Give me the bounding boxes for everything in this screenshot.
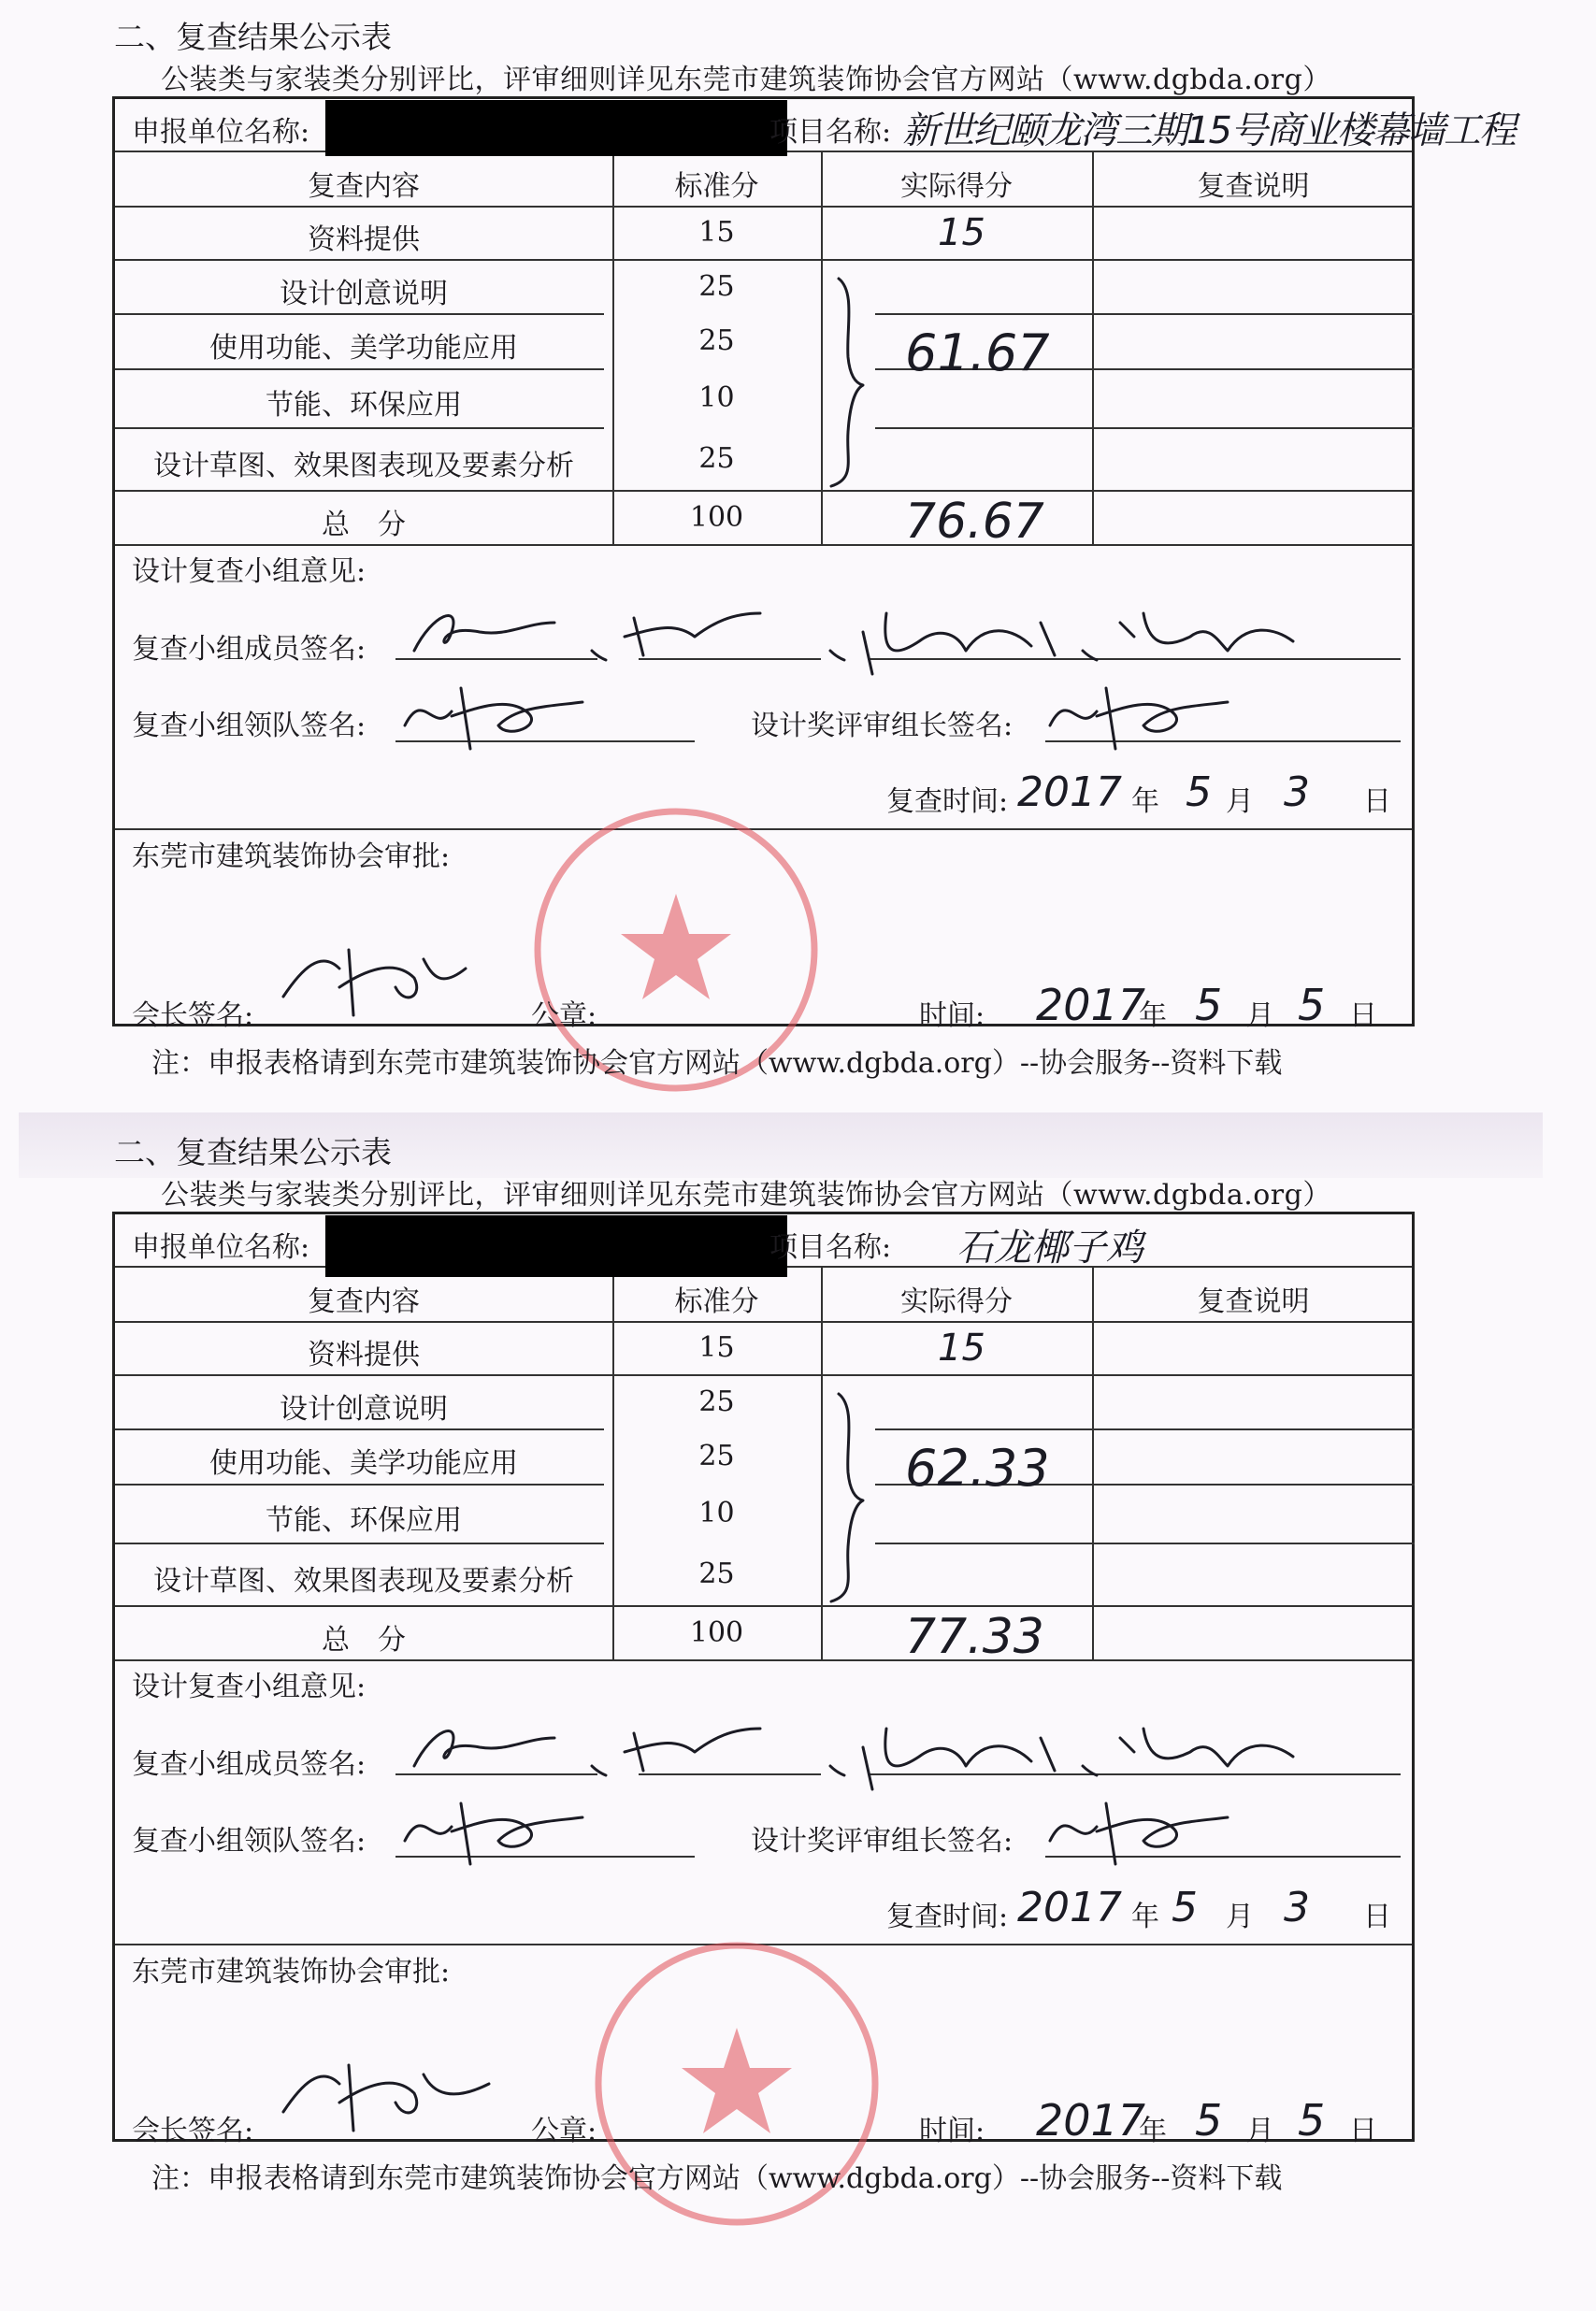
approval-label: 东莞市建筑装饰协会审批: <box>132 840 451 873</box>
day-label: 日 <box>1363 1901 1391 1933</box>
section-subtitle: 公装类与家装类分别评比，评审细则详见东莞市建筑装饰协会官方网站（www.dgbda.org） <box>161 1179 1331 1212</box>
row-item: 设计草图、效果图表现及要素分析 <box>153 1565 574 1598</box>
footnote: 注：申报表格请到东莞市建筑装饰协会官方网站（www.dgbda.org）--协会服务--资料下载 <box>151 2162 1283 2195</box>
approve-day: 5 <box>1298 2095 1326 2146</box>
total-score: 77.33 <box>905 1609 1044 1665</box>
score-materials: 15 <box>938 1327 985 1370</box>
year-label: 年 <box>1139 999 1167 1032</box>
review-month: 5 <box>1186 768 1212 816</box>
review-time-label: 复查时间: <box>886 1901 1009 1933</box>
section-title: 二、复查结果公示表 <box>114 1134 392 1170</box>
score-design: 61.67 <box>905 323 1050 382</box>
row-standard: 10 <box>698 381 735 414</box>
head-signature <box>1041 1785 1246 1869</box>
total-label: 总 分 <box>322 509 406 541</box>
row-item: 资料提供 <box>308 223 420 256</box>
total-label: 总 分 <box>322 1624 406 1657</box>
approval-label: 东莞市建筑装饰协会审批: <box>132 1956 451 1988</box>
total-standard: 100 <box>689 501 744 534</box>
row-item: 设计创意说明 <box>280 278 448 310</box>
project-name: 新世纪颐龙湾三期15号商业楼幕墙工程 <box>902 109 1515 152</box>
president-signature <box>265 931 489 1025</box>
time-label: 时间: <box>919 2115 985 2147</box>
header-remarks: 复查说明 <box>1197 170 1310 203</box>
header-actual: 实际得分 <box>900 1285 1013 1318</box>
opinion-label: 设计复查小组意见: <box>132 1671 367 1703</box>
row-item: 使用功能、美学功能应用 <box>209 332 518 365</box>
applicant-label: 申报单位名称: <box>132 116 310 149</box>
review-time-label: 复查时间: <box>886 785 1009 818</box>
row-item: 节能、环保应用 <box>266 389 462 422</box>
header-standard: 标准分 <box>674 170 759 203</box>
head-sign-label: 设计奖评审组长签名: <box>751 1825 1014 1858</box>
year-label: 年 <box>1131 1901 1159 1933</box>
row-standard: 25 <box>698 270 735 303</box>
row-item: 资料提供 <box>308 1339 420 1371</box>
score-design: 62.33 <box>905 1439 1050 1498</box>
leader-sign-label: 复查小组领队签名: <box>132 710 367 742</box>
score-materials: 15 <box>938 211 985 254</box>
seal-label: 公章: <box>531 2115 597 2147</box>
row-standard: 15 <box>698 216 735 249</box>
month-label: 月 <box>1226 1901 1254 1933</box>
header-remarks: 复查说明 <box>1197 1285 1310 1318</box>
review-year: 2017 <box>1017 768 1122 816</box>
review-table <box>112 96 1515 1032</box>
day-label: 日 <box>1349 999 1377 1032</box>
leader-signature <box>395 669 601 754</box>
row-standard: 25 <box>698 324 735 357</box>
opinion-label: 设计复查小组意见: <box>132 555 367 588</box>
seal-label: 公章: <box>531 999 597 1032</box>
review-year: 2017 <box>1017 1884 1122 1931</box>
head-signature <box>1041 669 1246 754</box>
redacted-applicant <box>325 100 787 156</box>
time-label: 时间: <box>919 999 985 1032</box>
month-label: 月 <box>1226 785 1254 818</box>
month-label: 月 <box>1246 2115 1274 2147</box>
total-score: 76.67 <box>905 494 1044 550</box>
row-standard: 25 <box>698 1557 735 1590</box>
head-sign-label: 设计奖评审组长签名: <box>751 710 1014 742</box>
section-title: 二、复查结果公示表 <box>114 19 392 55</box>
row-item: 设计草图、效果图表现及要素分析 <box>153 450 574 482</box>
president-sign-label: 会长签名: <box>132 2115 254 2147</box>
president-signature <box>265 2046 508 2140</box>
leader-sign-label: 复查小组领队签名: <box>132 1825 367 1858</box>
total-standard: 100 <box>689 1616 744 1649</box>
member-signatures <box>395 1701 1405 1794</box>
row-item: 使用功能、美学功能应用 <box>209 1447 518 1480</box>
review-day: 3 <box>1284 1884 1310 1931</box>
leader-signature <box>395 1785 601 1869</box>
approve-month: 5 <box>1195 2095 1223 2146</box>
approve-day: 5 <box>1298 980 1326 1030</box>
row-standard: 25 <box>698 1385 735 1418</box>
project-name: 石龙椰子鸡 <box>956 1227 1143 1270</box>
row-item: 设计创意说明 <box>280 1393 448 1426</box>
approve-year: 2017 <box>1036 2095 1146 2146</box>
year-label: 年 <box>1131 785 1159 818</box>
redacted-applicant <box>325 1215 787 1277</box>
row-standard: 15 <box>698 1331 735 1364</box>
member-sign-label: 复查小组成员签名: <box>132 1748 367 1781</box>
score-brace <box>818 273 874 490</box>
review-month: 5 <box>1172 1884 1198 1931</box>
member-signatures <box>395 585 1405 679</box>
row-item: 节能、环保应用 <box>266 1504 462 1537</box>
row-standard: 25 <box>698 442 735 475</box>
header-content: 复查内容 <box>308 1285 420 1318</box>
header-standard: 标准分 <box>674 1285 759 1318</box>
applicant-label: 申报单位名称: <box>132 1231 310 1264</box>
member-sign-label: 复查小组成员签名: <box>132 633 367 666</box>
row-standard: 25 <box>698 1440 735 1472</box>
month-label: 月 <box>1246 999 1274 1032</box>
day-label: 日 <box>1349 2115 1377 2147</box>
review-day: 3 <box>1284 768 1310 816</box>
year-label: 年 <box>1139 2115 1167 2147</box>
review-table <box>112 1212 1415 2147</box>
day-label: 日 <box>1363 785 1391 818</box>
project-label: 项目名称: <box>769 116 892 149</box>
project-label: 项目名称: <box>769 1231 892 1264</box>
approve-year: 2017 <box>1036 980 1146 1030</box>
section-subtitle: 公装类与家装类分别评比，评审细则详见东莞市建筑装饰协会官方网站（www.dgbda.org） <box>161 64 1331 96</box>
score-brace <box>818 1388 874 1605</box>
president-sign-label: 会长签名: <box>132 999 254 1032</box>
header-content: 复查内容 <box>308 170 420 203</box>
footnote: 注：申报表格请到东莞市建筑装饰协会官方网站（www.dgbda.org）--协会服务--资料下载 <box>151 1047 1283 1080</box>
row-standard: 10 <box>698 1497 735 1529</box>
header-actual: 实际得分 <box>900 170 1013 203</box>
approve-month: 5 <box>1195 980 1223 1030</box>
